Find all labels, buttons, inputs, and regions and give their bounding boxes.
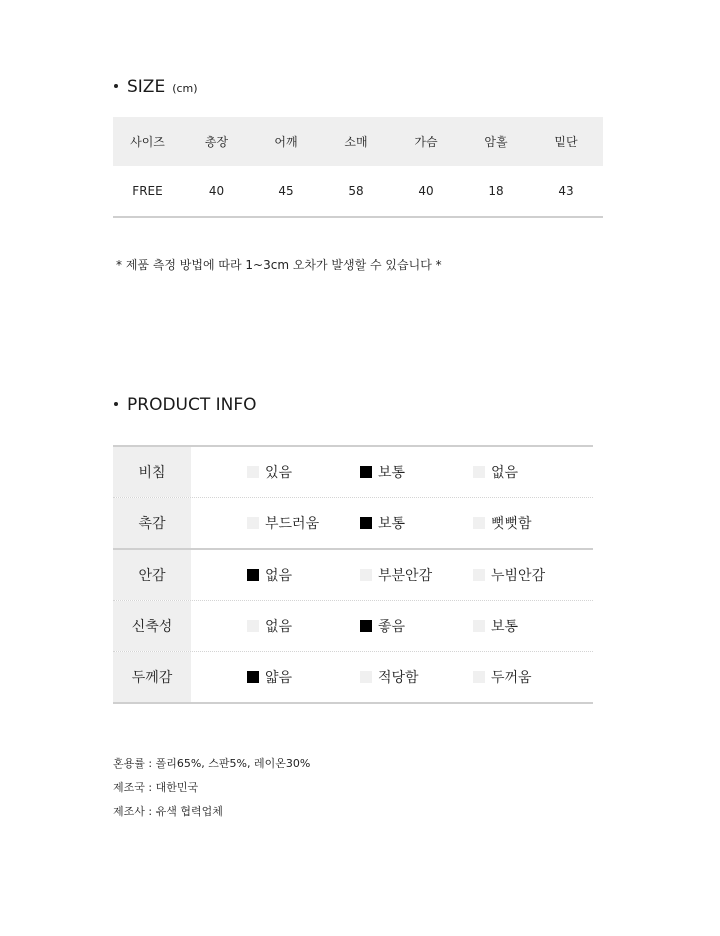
option bbox=[360, 462, 473, 482]
option-label: 없음 bbox=[491, 465, 519, 481]
info-title: PRODUCT INFO bbox=[127, 395, 257, 415]
size-header-cell: 총장 bbox=[204, 135, 229, 149]
size-data-cell: 43 bbox=[558, 184, 574, 198]
info-row-label: 안감 bbox=[113, 550, 191, 600]
option-label: 보통 bbox=[378, 516, 406, 532]
option bbox=[360, 616, 473, 636]
checkbox-icon bbox=[473, 466, 485, 478]
checked-box-icon bbox=[360, 517, 372, 529]
size-note: * 제품 측정 방법에 따라 1~3cm 오차가 발생할 수 있습니다 * bbox=[116, 258, 442, 272]
option-label: 적당함 bbox=[378, 670, 419, 686]
info-row-stretch bbox=[113, 601, 593, 652]
size-title: SIZE bbox=[127, 77, 166, 97]
info-options bbox=[191, 447, 593, 497]
option bbox=[360, 667, 473, 687]
option bbox=[247, 462, 360, 482]
size-data-cell: 18 bbox=[488, 184, 504, 198]
checked-box-icon bbox=[360, 466, 372, 478]
info-options bbox=[191, 601, 593, 651]
checkbox-icon bbox=[473, 671, 485, 683]
info-row-lining bbox=[113, 550, 593, 601]
checkbox-icon bbox=[360, 671, 372, 683]
checkbox-icon bbox=[473, 620, 485, 632]
option bbox=[473, 565, 586, 585]
size-header-row bbox=[113, 117, 603, 166]
info-row-label: 비침 bbox=[113, 447, 191, 497]
option-label: 있음 bbox=[265, 465, 293, 481]
size-data-cell: 40 bbox=[208, 184, 225, 198]
checkbox-icon bbox=[247, 517, 259, 529]
country-info: 제조국 : 대한민국 bbox=[113, 781, 199, 794]
option bbox=[360, 513, 473, 533]
info-row-label: 두께감 bbox=[113, 652, 191, 702]
option bbox=[473, 462, 586, 482]
option-label: 없음 bbox=[265, 568, 293, 584]
option bbox=[247, 667, 360, 687]
size-unit: (cm) bbox=[172, 82, 198, 95]
size-data-cell: 58 bbox=[348, 184, 364, 198]
option bbox=[247, 616, 360, 636]
option-label: 얇음 bbox=[265, 670, 293, 686]
info-section-title bbox=[114, 395, 257, 415]
size-data-cell: 45 bbox=[278, 184, 294, 198]
size-data-row bbox=[113, 166, 603, 216]
size-header-cell: 소매 bbox=[344, 135, 368, 149]
option-label: 두꺼움 bbox=[491, 670, 532, 686]
info-options bbox=[191, 550, 593, 600]
material-info: 혼용률 : 폴리65%, 스판5%, 레이온30% bbox=[113, 757, 311, 770]
option-label: 보통 bbox=[491, 619, 519, 635]
size-table bbox=[113, 117, 603, 218]
option bbox=[360, 565, 473, 585]
bullet-icon bbox=[114, 402, 118, 406]
option-label: 없음 bbox=[265, 619, 293, 635]
checkbox-icon bbox=[247, 466, 259, 478]
size-header-cell: 어깨 bbox=[274, 135, 298, 149]
option-label: 보통 bbox=[378, 465, 406, 481]
option bbox=[473, 667, 586, 687]
info-row-thickness bbox=[113, 652, 593, 702]
option-label: 좋음 bbox=[378, 619, 406, 635]
option-label: 누빔안감 bbox=[491, 568, 546, 584]
checkbox-icon bbox=[473, 569, 485, 581]
info-options bbox=[191, 652, 593, 702]
option bbox=[473, 513, 586, 533]
checkbox-icon bbox=[360, 569, 372, 581]
size-header-cell: 가슴 bbox=[414, 135, 438, 149]
size-data-cell: FREE bbox=[132, 184, 163, 198]
size-header-cell: 사이즈 bbox=[130, 135, 165, 149]
checked-box-icon bbox=[247, 569, 259, 581]
option-label: 부드러움 bbox=[265, 516, 320, 532]
info-row-sheerness bbox=[113, 447, 593, 498]
checkbox-icon bbox=[247, 620, 259, 632]
option bbox=[247, 513, 360, 533]
option bbox=[473, 616, 586, 636]
info-row-texture bbox=[113, 498, 593, 550]
checkbox-icon bbox=[473, 517, 485, 529]
option-label: 부분안감 bbox=[378, 568, 433, 584]
info-options bbox=[191, 498, 593, 548]
info-row-label: 신축성 bbox=[113, 601, 191, 651]
size-header-cell: 암홀 bbox=[484, 135, 508, 149]
size-header-cell: 밑단 bbox=[554, 135, 578, 149]
option bbox=[247, 565, 360, 585]
checked-box-icon bbox=[360, 620, 372, 632]
maker-info: 제조사 : 유색 협력업체 bbox=[113, 805, 223, 818]
size-data-cell: 40 bbox=[418, 184, 434, 198]
info-row-label: 촉감 bbox=[113, 498, 191, 548]
option-label: 뻣뻣함 bbox=[491, 516, 532, 532]
checked-box-icon bbox=[247, 671, 259, 683]
product-info-table bbox=[113, 445, 593, 704]
size-section-title bbox=[114, 77, 198, 97]
bullet-icon bbox=[114, 84, 118, 88]
